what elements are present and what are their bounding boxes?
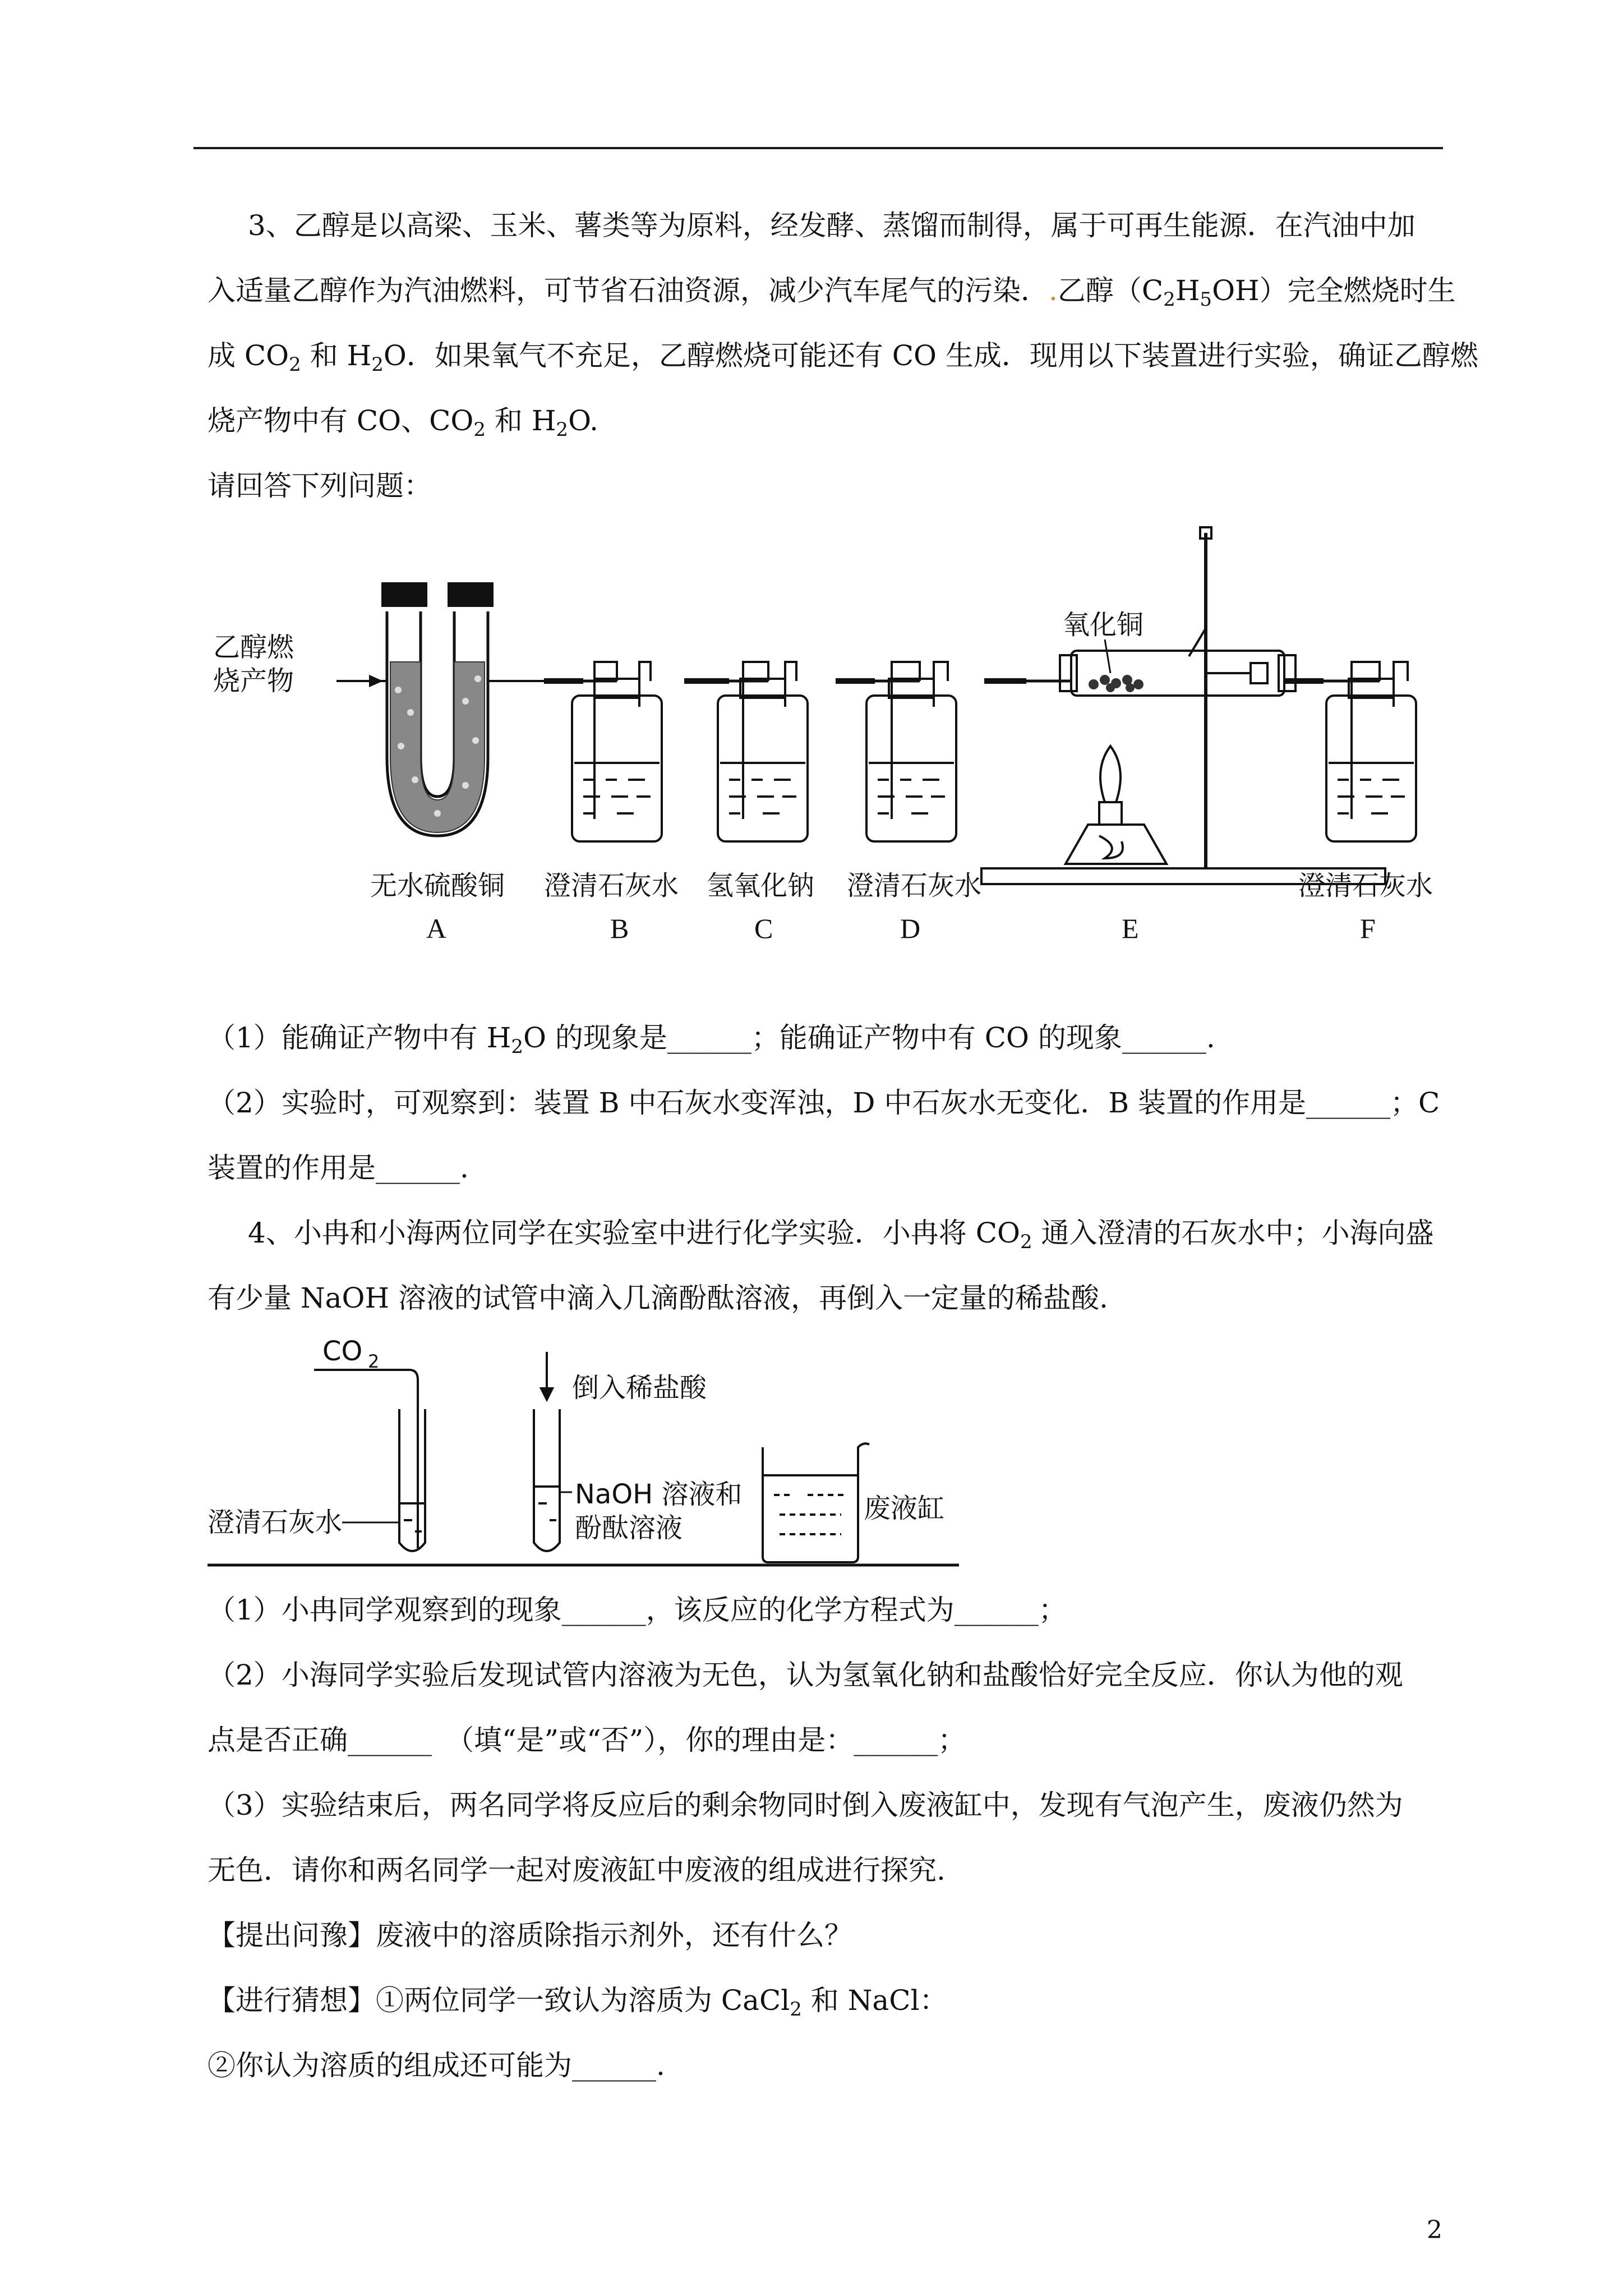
- waste-jar-label: 废液缸: [864, 1493, 945, 1524]
- q3-sub1: （1）能确证产物中有 $H_2O$ 的现象是______；能确证产物中有 CO 的现象______.: [208, 1022, 1215, 1058]
- q3-sub2-line1: （2）实验时，可观察到：装置 B 中石灰水变浑浊，D 中石灰水无变化．B 装置的作用是______；C: [208, 1087, 1440, 1119]
- q3-prompt: 请回答下列问题：: [208, 470, 432, 502]
- copper-oxide: [1089, 675, 1144, 692]
- q4-guess2: ②你认为溶质的组成还可能为______.: [208, 2049, 665, 2082]
- letter-a: A: [426, 913, 447, 944]
- q4-guess1: 【进行猜想】①两位同学一致认为溶质为 CaCl$_2$ 和 NaCl：: [208, 1984, 948, 2021]
- q4-sub1: （1）小冉同学观察到的现象______，该反应的化学方程式为______；: [208, 1594, 1067, 1626]
- q4-sub2-line2: 点是否正确______ （填“是”或“否”），你的理由是：______；: [208, 1724, 966, 1756]
- q3-line1: 3、乙醇是以高梁、玉米、薯类等为原料，经发酵、蒸馏而制得，属于可再生能源．在汽油中加: [248, 209, 1415, 242]
- page-number: 2: [1427, 2216, 1442, 2244]
- label-f-limewater: 澄清石灰水: [1298, 870, 1433, 901]
- wash-bottle-c: [718, 662, 808, 841]
- q4-sub3-line1: （3）实验结束后，两名同学将反应后的剩余物同时倒入废液缸中，发现有气泡产生，废液仍然为: [208, 1789, 1403, 1821]
- q4-line1: 4、小冉和小海两位同学在实验室中进行化学实验．小冉将 $CO_2$ 通入澄清的石灰水中；小海向盛: [248, 1217, 1434, 1253]
- q3-line2: 入适量乙醇作为汽油燃料，可节省石油资源，减少汽车尾气的污染．.乙醇$(C_2H_5OH)$完全燃烧时生: [208, 274, 1456, 311]
- pour-hcl-label: 倒入稀盐酸: [572, 1372, 707, 1404]
- apparatus-diagram: [202, 522, 1481, 959]
- limewater-label: 澄清石灰水: [208, 1507, 343, 1538]
- wash-bottle-f: [1326, 662, 1416, 841]
- letter-c: C: [754, 913, 773, 944]
- naoh-label-line2: 酚酞溶液: [575, 1512, 683, 1544]
- q3-sub2-line2: 装置的作用是______.: [208, 1152, 469, 1184]
- combustion-tube-e: [981, 527, 1385, 884]
- q4-sub3-line2: 无色．请你和两名同学一起对废液缸中废液的组成进行探究.: [208, 1854, 946, 1887]
- q4-experiment-diagram: [202, 1335, 965, 1582]
- q4-sub2-line1: （2）小海同学实验后发现试管内溶液为无色，认为氢氧化钠和盐酸恰好完全反应．你认为他的观: [208, 1659, 1403, 1691]
- letter-e: E: [1122, 913, 1139, 944]
- q4-ask: 【提出问豫】废液中的溶质除指示剂外，还有什么？: [208, 1919, 852, 1952]
- letter-f: F: [1360, 913, 1376, 944]
- label-a-anhydrous-cuso4: 无水硫酸铜: [370, 870, 505, 901]
- q4-line2: 有少量 NaOH 溶液的试管中滴入几滴酚酞溶液，再倒入一定量的稀盐酸.: [208, 1282, 1108, 1314]
- label-d-limewater: 澄清石灰水: [847, 870, 982, 901]
- q3-line4: 烧产物中有 CO、$CO_2$ 和 $H_2O$.: [208, 404, 599, 441]
- co2-subscript: 2: [368, 1351, 380, 1372]
- label-c-naoh: 氢氧化钠: [707, 870, 815, 901]
- q3-line3: 成 $CO_2$ 和 $H_2O$．如果氧气不充足，乙醇燃烧可能还有 CO 生成．现用以下装置进行实验，确证乙醇燃: [208, 339, 1478, 376]
- wash-bottle-b: [572, 662, 662, 841]
- header-rule: [193, 147, 1443, 149]
- copper-oxide-label: 氧化铜: [1063, 609, 1144, 641]
- inlet-label-line2: 烧产物: [213, 665, 294, 697]
- letter-b: B: [610, 913, 629, 944]
- letter-d: D: [900, 913, 921, 944]
- label-b-limewater: 澄清石灰水: [544, 870, 679, 901]
- wash-bottle-d: [866, 662, 956, 841]
- co2-label: CO: [322, 1336, 363, 1367]
- inlet-label-line1: 乙醇燃: [213, 632, 294, 663]
- naoh-label-line1: NaOH 溶液和: [575, 1479, 743, 1510]
